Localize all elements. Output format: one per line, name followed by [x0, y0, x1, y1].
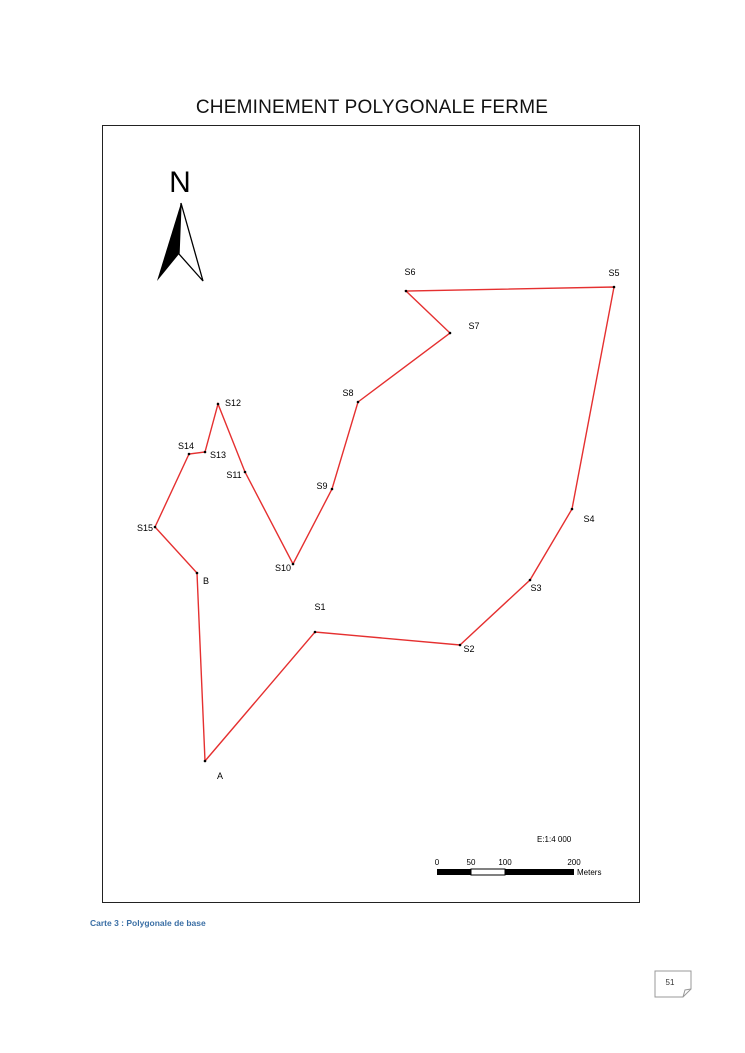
map-title: CHEMINEMENT POLYGONALE FERME [195, 97, 549, 118]
station-point-s6 [405, 290, 408, 293]
scale-tick-200: 200 [567, 858, 581, 867]
north-label: N [169, 166, 191, 199]
station-point-s1 [314, 631, 317, 634]
station-point-s3 [529, 579, 532, 582]
scale-tick-0: 0 [434, 858, 440, 867]
station-point-b [196, 572, 199, 575]
traverse-polygon [155, 287, 614, 761]
station-point-s13 [204, 451, 207, 454]
station-label-s9: S9 [316, 481, 328, 491]
station-point-s9 [331, 488, 334, 491]
station-label-s4: S4 [583, 514, 595, 524]
station-label-s5: S5 [608, 268, 620, 278]
station-point-s8 [357, 401, 360, 404]
station-markers [154, 286, 616, 763]
station-label-s14: S14 [177, 441, 195, 451]
scale-bar [435, 835, 602, 877]
station-point-s15 [154, 526, 157, 529]
scale-tick-50: 50 [466, 858, 476, 867]
station-point-s11 [244, 471, 247, 474]
figure-caption: Carte 3 : Polygonale de base [90, 918, 206, 928]
station-label-s8: S8 [342, 388, 354, 398]
station-point-s10 [292, 563, 295, 566]
station-labels [137, 267, 620, 781]
scale-unit: Meters [577, 868, 602, 877]
station-label-s10: S10 [274, 563, 292, 573]
page-number [655, 971, 691, 997]
station-point-a [204, 760, 207, 763]
scale-tick-100: 100 [498, 858, 512, 867]
station-point-s7 [449, 332, 452, 335]
station-label-s1: S1 [314, 602, 326, 612]
station-point-s2 [459, 644, 462, 647]
north-arrow-icon [157, 203, 203, 281]
station-label-s2: S2 [463, 644, 475, 654]
station-label-s15: S15 [136, 523, 154, 533]
station-label-s7: S7 [468, 321, 480, 331]
station-label-b: B [202, 576, 210, 586]
station-point-s14 [188, 453, 191, 456]
station-point-s12 [217, 403, 220, 406]
page-number-label: 51 [665, 978, 675, 987]
station-label-s3: S3 [530, 583, 542, 593]
scale-ratio: E:1:4 000 [537, 835, 572, 844]
station-label-s11: S11 [226, 470, 242, 480]
station-point-s4 [571, 508, 574, 511]
station-label-s12: S12 [224, 398, 242, 408]
station-label-s13: S13 [209, 450, 227, 460]
station-label-s6: S6 [404, 267, 416, 277]
station-label-a: A [216, 771, 224, 781]
station-point-s5 [613, 286, 616, 289]
